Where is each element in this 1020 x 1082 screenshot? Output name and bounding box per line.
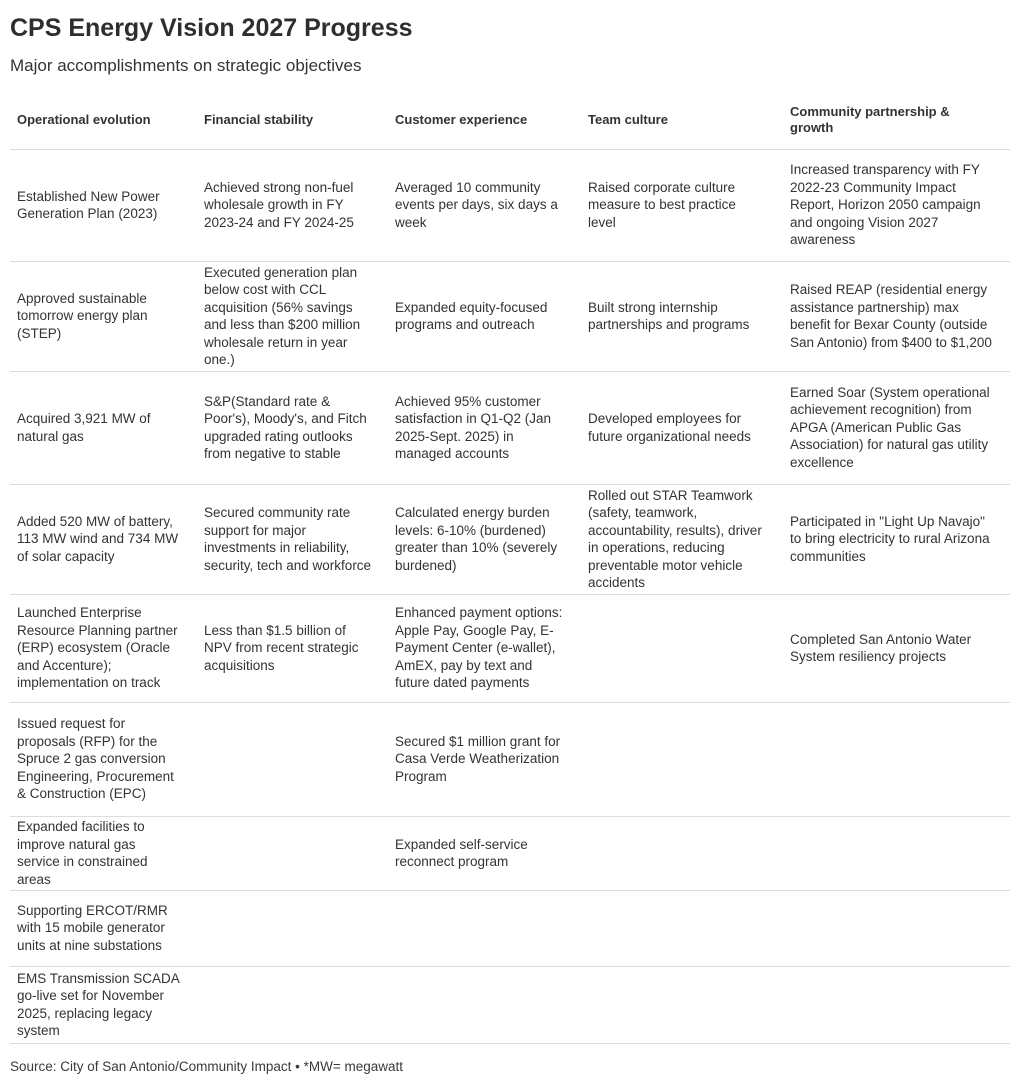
column-header-financial-stability: Financial stability bbox=[197, 92, 388, 149]
table-cell: Developed employees for future organizational needs bbox=[581, 371, 783, 484]
table-cell: Averaged 10 community events per days, six days a week bbox=[388, 149, 581, 261]
table-row bbox=[10, 484, 1010, 594]
table-cell: Completed San Antonio Water System resiliency projects bbox=[783, 594, 1010, 702]
table-cell: Issued request for proposals (RFP) for the Spruce 2 gas conversion Engineering, Procurement & Construction (EPC) bbox=[10, 702, 197, 816]
source-note: Source: City of San Antonio/Community Impact • *MW= megawatt bbox=[10, 1058, 404, 1074]
table-cell bbox=[388, 890, 581, 966]
table-cell bbox=[581, 594, 783, 702]
table-header-row bbox=[10, 92, 1010, 149]
table-cell: Expanded self-service reconnect program bbox=[388, 816, 581, 890]
table-row bbox=[10, 966, 1010, 1043]
table-cell: Established New Power Generation Plan (2023) bbox=[10, 149, 197, 261]
table-cell bbox=[388, 966, 581, 1043]
table-cell bbox=[581, 890, 783, 966]
table-cell: Rolled out STAR Teamwork (safety, teamwork, accountability, results), driver in operations, reducing preventable motor vehicle accidents bbox=[581, 484, 783, 594]
column-header-team-culture: Team culture bbox=[581, 92, 783, 149]
table-cell bbox=[783, 702, 1010, 816]
table-cell: Participated in "Light Up Navajo" to bring electricity to rural Arizona communities bbox=[783, 484, 1010, 594]
progress-table bbox=[10, 92, 1010, 1044]
table-cell: Added 520 MW of battery, 113 MW wind and 734 MW of solar capacity bbox=[10, 484, 197, 594]
table-cell bbox=[783, 816, 1010, 890]
table-cell: Acquired 3,921 MW of natural gas bbox=[10, 371, 197, 484]
table-row bbox=[10, 890, 1010, 966]
table-cell: Increased transparency with FY 2022-23 Community Impact Report, Horizon 2050 campaign and ongoing Vision 2027 awareness bbox=[783, 149, 1010, 261]
table-cell: Raised corporate culture measure to best practice level bbox=[581, 149, 783, 261]
table-cell: Expanded facilities to improve natural gas service in constrained areas bbox=[10, 816, 197, 890]
table-cell: Raised REAP (residential energy assistance partnership) max benefit for Bexar County (outside San Antonio) from $400 to $1,200 bbox=[783, 261, 1010, 371]
page-subtitle: Major accomplishments on strategic objectives bbox=[10, 56, 362, 75]
table-row bbox=[10, 149, 1010, 261]
table-body bbox=[10, 149, 1010, 1043]
table-cell: Earned Soar (System operational achievement recognition) from APGA (American Public Gas Association) for natural gas utility excellence bbox=[783, 371, 1010, 484]
table-cell bbox=[783, 966, 1010, 1043]
table-cell: Secured $1 million grant for Casa Verde Weatherization Program bbox=[388, 702, 581, 816]
table-cell: Expanded equity-focused programs and outreach bbox=[388, 261, 581, 371]
table-cell bbox=[783, 890, 1010, 966]
table-cell: Less than $1.5 billion of NPV from recent strategic acquisitions bbox=[197, 594, 388, 702]
table-cell bbox=[581, 966, 783, 1043]
table-cell bbox=[581, 816, 783, 890]
table-row bbox=[10, 594, 1010, 702]
table-cell bbox=[581, 702, 783, 816]
table-row bbox=[10, 261, 1010, 371]
table-cell bbox=[197, 702, 388, 816]
table-cell: Built strong internship partnerships and programs bbox=[581, 261, 783, 371]
table-cell: Enhanced payment options: Apple Pay, Google Pay, E-Payment Center (e-wallet), AmEX, pay by text and future dated payments bbox=[388, 594, 581, 702]
column-header-operational-evolution: Operational evolution bbox=[10, 92, 197, 149]
table-cell: Approved sustainable tomorrow energy plan (STEP) bbox=[10, 261, 197, 371]
table-cell: Launched Enterprise Resource Planning partner (ERP) ecosystem (Oracle and Accenture); implementation on track bbox=[10, 594, 197, 702]
column-header-customer-experience: Customer experience bbox=[388, 92, 581, 149]
table-row bbox=[10, 371, 1010, 484]
table-cell: EMS Transmission SCADA go-live set for November 2025, replacing legacy system bbox=[10, 966, 197, 1043]
table-cell: Achieved strong non-fuel wholesale growth in FY 2023-24 and FY 2024-25 bbox=[197, 149, 388, 261]
table-row bbox=[10, 816, 1010, 890]
table-cell: Calculated energy burden levels: 6-10% (burdened) greater than 10% (severely burdened) bbox=[388, 484, 581, 594]
table-cell: Supporting ERCOT/RMR with 15 mobile generator units at nine substations bbox=[10, 890, 197, 966]
table-cell: Secured community rate support for major investments in reliability, security, tech and workforce bbox=[197, 484, 388, 594]
table-cell bbox=[197, 816, 388, 890]
table-cell: S&P(Standard rate & Poor's), Moody's, and Fitch upgraded rating outlooks from negative to stable bbox=[197, 371, 388, 484]
table-row bbox=[10, 702, 1010, 816]
column-header-community-partnership: Community partnership & growth bbox=[783, 92, 1010, 149]
table-cell: Executed generation plan below cost with CCL acquisition (56% savings and less than $200 million wholesale return in year one.) bbox=[197, 261, 388, 371]
table-cell bbox=[197, 966, 388, 1043]
table-cell: Achieved 95% customer satisfaction in Q1-Q2 (Jan 2025-Sept. 2025) in managed accounts bbox=[388, 371, 581, 484]
table-cell bbox=[197, 890, 388, 966]
page-title: CPS Energy Vision 2027 Progress bbox=[10, 14, 413, 42]
